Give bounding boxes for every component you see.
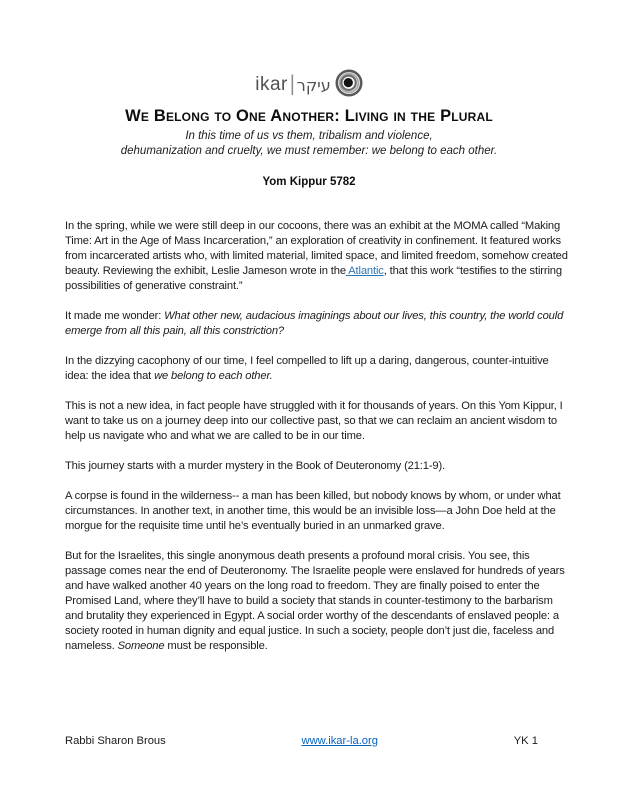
footer-author: Rabbi Sharon Brous <box>65 735 166 747</box>
body-paragraphs <box>65 219 568 654</box>
paragraph <box>65 219 568 294</box>
document-subtitle <box>0 129 618 159</box>
text-run: must be responsible. <box>164 640 268 652</box>
atlantic-link[interactable]: Atlantic <box>345 265 384 277</box>
text-run: But for the Israelites, this single anonymous death presents a profound moral crisis. You see, this passage comes near the end of Deuteronomy. The Israelite people were enslaved for hundreds of years and have walked another 40 years on the long road to freedom. They are finally poised to enter the Promised Land, where they’ll have to build a society that stands in counter-testimony to the barbarism and brutality they experienced in Egypt. A social order worthy of the descendants of enslaved people: a society rooted in human dignity and equal justice. In such a society, people don’t just die, faceless and nameless. <box>65 550 565 652</box>
text-run: A corpse is found in the wilderness-- a man has been killed, but nobody knows by whom, or under what circumstances. In another text, in another time, this would be an invisible loss—a John Doe held at the morgue for the requisite time until he’s eventually buried in an unmarked grave. <box>65 490 561 532</box>
paragraph <box>65 549 568 654</box>
footer-page-label: YK 1 <box>513 735 538 747</box>
document-title: We Belong to One Another: Living in the Plural <box>125 107 493 125</box>
subtitle-line-1: In this time of us vs them, tribalism and violence, <box>185 130 433 142</box>
paragraph <box>65 399 568 444</box>
logo-separator: | <box>289 72 295 97</box>
paragraph <box>65 489 568 534</box>
subtitle-line-2: dehumanization and cruelty, we must remember: we belong to each other. <box>120 145 498 157</box>
text-run: This is not a new idea, in fact people have struggled with it for thousands of years. On this Yom Kippur, I want to take us on a journey deep into our collective past, so that we can reclaim an ancient wisdom to help us navigate who and what we are called to be in our time. <box>65 400 563 442</box>
footer-website-link[interactable]: www.ikar-la.org <box>301 735 378 747</box>
page-footer <box>65 735 568 747</box>
paragraph <box>65 459 568 474</box>
logo-latin-text: ikar <box>255 74 288 95</box>
date-heading: Yom Kippur 5782 <box>262 176 356 188</box>
paragraph <box>65 354 568 384</box>
ikar-logo <box>255 70 363 100</box>
text-run: In the spring, while we were still deep in our cocoons, there was an exhibit at the MOMA called “Making Time: Art in the Age of Mass Incarceration,” an exploration of creativity in confinement. It featured works from incarcerated artists who, with limited material, limited space, and limited freedom, somehow created beauty. Reviewing the exhibit, Leslie Jameson wrote in the <box>65 220 568 277</box>
text-run: It made me wonder: <box>65 310 165 322</box>
text-run: This journey starts with a murder mystery in the Book of Deuteronomy (21:1-9). <box>65 460 446 472</box>
ikar-spiral-logo-icon <box>335 69 363 102</box>
text-run: In the dizzying cacophony of our time, I feel compelled to lift up a daring, dangerous, counter-intuitive idea: the idea that <box>65 355 549 382</box>
text-run: What other new, audacious imaginings about our lives, this country, the world could emerge from all this pain, all this constriction? <box>65 310 564 337</box>
text-run: Someone <box>117 640 165 652</box>
paragraph <box>65 309 568 339</box>
logo-hebrew-text: עיקר <box>296 75 331 95</box>
document-header <box>0 0 618 188</box>
text-run: we belong to each other. <box>154 370 273 382</box>
text-run: , that this work “testifies to the stirring possibilities of generative constraint.” <box>65 265 562 292</box>
